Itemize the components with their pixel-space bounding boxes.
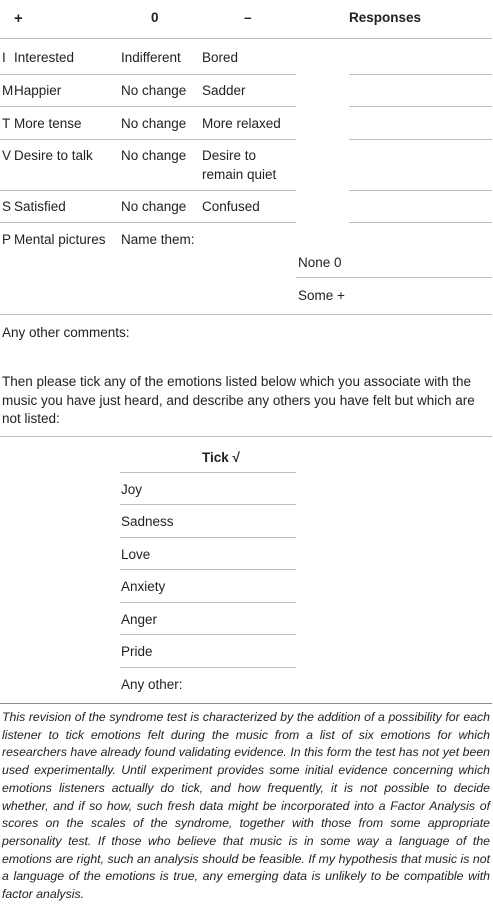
row-plus: Satisfied: [14, 199, 66, 214]
row-zero: Indifferent: [121, 50, 181, 65]
emotion-divider: [120, 602, 296, 603]
row-plus: More tense: [14, 116, 82, 131]
row-zero: No change: [121, 148, 187, 163]
row-minus: Confused: [202, 199, 260, 214]
row-zero: Name them:: [121, 232, 195, 247]
emotion-item: Sadness: [121, 514, 174, 529]
row-letter: V: [2, 148, 12, 163]
section-divider: [0, 436, 492, 437]
emotion-divider: [120, 537, 296, 538]
header-zero: 0: [151, 10, 159, 25]
emotion-item: Pride: [121, 644, 153, 659]
row-zero: No change: [121, 83, 187, 98]
emotion-divider: [120, 504, 296, 505]
row-minus: Bored: [202, 50, 239, 65]
row-minus: Sadder: [202, 83, 246, 98]
row-divider: [0, 139, 296, 140]
row-plus: Interested: [14, 50, 75, 65]
pictures-none: None 0: [298, 255, 342, 270]
header-minus: –: [244, 10, 252, 25]
row-plus: Mental pictures: [14, 232, 106, 247]
row-divider: [0, 74, 296, 75]
row-minus-line2: remain quiet: [202, 167, 277, 182]
section-divider: [0, 314, 492, 315]
row-zero: No change: [121, 199, 187, 214]
footnote-divider: [0, 703, 492, 704]
emotion-item: Any other:: [121, 677, 183, 692]
emotion-divider: [120, 634, 296, 635]
row-divider: [0, 222, 296, 223]
header-divider: [0, 38, 492, 39]
row-letter: M: [2, 83, 14, 98]
emotion-item: Anger: [121, 612, 158, 627]
row-letter: I: [2, 50, 6, 65]
response-line: [349, 190, 492, 191]
row-letter: T: [2, 116, 11, 131]
row-minus-line1: Desire to: [202, 148, 257, 163]
row-divider: [0, 190, 296, 191]
comments-label: Any other comments:: [2, 325, 130, 340]
response-line: [349, 74, 492, 75]
table-footnote: This revision of the syndrome test is characterized by the addition of a possibility for each listener to tick emotions felt during the music from a list of six emotions for which researchers have already found validating evidence. In this form the test has not yet been used experimentally. Until experiment provides some initial evidence concerning which emotions listeners actually do tick, and how frequently, it is not possible to decide whether, and if so how, such fresh data might be incorporated into a Factor Analysis of scores on the scales of the syndrome, together with those from some appropriate personality test. If those who believe that music is in some way a language of the emotions are right, such an analysis should be feasible. If my hypothesis that music is not a language of the emotions is true, any emerging data is unlikely to be compatible with factor analysis.: [2, 710, 490, 902]
emotion-item: Anxiety: [121, 579, 166, 594]
pictures-divider: [296, 277, 492, 278]
row-divider: [0, 106, 296, 107]
tick-header: Tick √: [202, 450, 240, 465]
emotion-divider: [120, 569, 296, 570]
emotion-item: Joy: [121, 482, 143, 497]
row-plus: Happier: [14, 83, 62, 98]
instruction-text: Then please tick any of the emotions listed below which you associate with the music you have just heard, and describe any others you have felt but which are not listed:: [2, 374, 475, 426]
header-plus: +: [14, 10, 23, 27]
row-letter: S: [2, 199, 12, 214]
row-zero: No change: [121, 116, 187, 131]
response-line: [349, 222, 492, 223]
header-responses: Responses: [349, 10, 422, 25]
response-line: [349, 139, 492, 140]
emotion-item: Love: [121, 547, 151, 562]
tick-header-divider: [120, 472, 296, 473]
response-line: [349, 106, 492, 107]
row-letter: P: [2, 232, 12, 247]
emotion-divider: [120, 667, 296, 668]
pictures-some: Some +: [298, 288, 345, 303]
row-minus: More relaxed: [202, 116, 281, 131]
row-plus: Desire to talk: [14, 148, 93, 163]
